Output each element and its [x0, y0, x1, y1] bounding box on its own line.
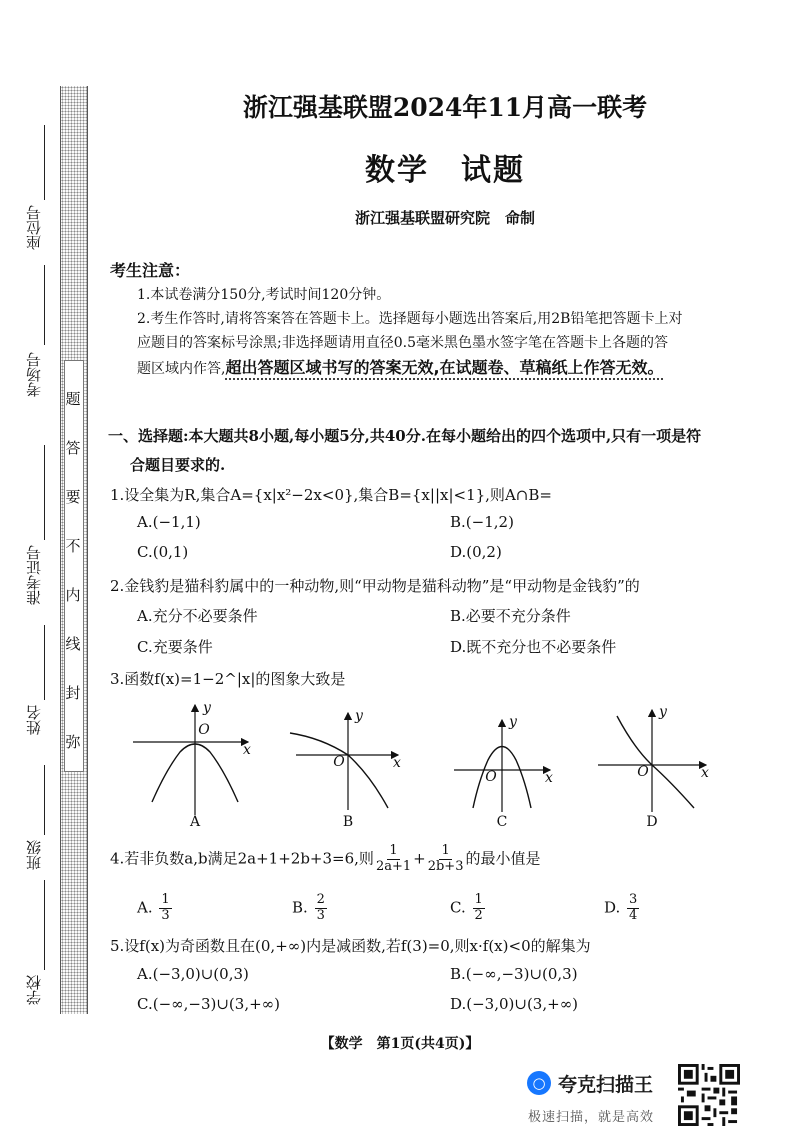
graph-a-y-label: y	[203, 700, 211, 716]
graph-c-y-label: y	[509, 714, 517, 730]
graph-b-label: B	[342, 814, 354, 830]
option-fraction	[159, 893, 171, 924]
question-4-stem-b: 的最小值是	[465, 849, 541, 868]
graph-d-label: D	[646, 814, 658, 830]
admission-number-label: 准考证号	[25, 545, 43, 605]
question-4-fraction-2	[428, 844, 464, 875]
fraction-numerator: 1	[474, 892, 483, 907]
question-5-option-a[interactable]: A.(−3,0)∪(0,3)	[137, 965, 249, 983]
seal-char: 内	[65, 586, 81, 604]
seat-number-label: 座位号	[25, 205, 43, 250]
section-heading: 一、选择题:本大题共8小题,每小题5分,共40分.在每小题给出的四个选项中,只有一项是符	[108, 427, 702, 445]
seal-char: 线	[65, 635, 81, 653]
name-label: 姓名	[25, 705, 43, 735]
class-label: 班级	[25, 840, 43, 870]
graph-a-x-label: x	[243, 742, 251, 758]
notice-line: 1.本试卷满分150分,考试时间120分钟。	[137, 287, 391, 303]
search-logo-icon: ○	[527, 1071, 551, 1095]
seal-char: 封	[65, 684, 81, 702]
question-2-stem: 2.金钱豹是猫科豹属中的一种动物,则“甲动物是猫科动物”是“甲动物是金钱豹”的	[110, 577, 640, 595]
notice-heading: 考生注意：	[110, 261, 191, 280]
question-4-option-a[interactable]	[137, 893, 174, 924]
exam-subtitle: 数学 试题	[365, 153, 525, 188]
graph-b-origin-label: O	[333, 754, 345, 770]
school-label: 学校	[25, 975, 43, 1005]
question-2-option-a[interactable]: A.充分不必要条件	[137, 607, 258, 625]
graph-d-x-label: x	[701, 765, 709, 781]
fraction-numerator: 1	[161, 892, 170, 907]
watermark-name: 夸克扫描王	[558, 1074, 654, 1096]
graph-a-label: A	[189, 814, 201, 830]
question-4-fraction-1	[376, 844, 411, 875]
question-4-option-b[interactable]	[292, 893, 329, 924]
graph-b-y-label: y	[355, 708, 363, 724]
question-1-option-a[interactable]: A.(−1,1)	[137, 513, 201, 531]
option-letter: C.	[450, 898, 466, 917]
question-3-stem: 3.函数f(x)=1−2^|x|的图象大致是	[110, 670, 346, 688]
fraction-denominator: 3	[316, 907, 325, 923]
graph-c-origin-label: O	[485, 769, 497, 785]
notice-line-text: 题区域内作答,	[137, 361, 226, 377]
question-1-stem: 1.设全集为R,集合A={x|x²−2x<0},集合B={x||x|<1},则A∩B=	[110, 486, 552, 504]
plus-sign: +	[413, 849, 426, 868]
fraction-numerator: 3	[629, 892, 638, 907]
qr-code-icon	[678, 1064, 740, 1126]
exam-room-label: 考场号	[25, 352, 43, 397]
page-footer: 【数学 第1页(共4页)】	[320, 1036, 480, 1052]
option-letter: D.	[604, 898, 621, 917]
question-2-option-c[interactable]: C.充要条件	[137, 638, 213, 656]
question-1-option-c[interactable]: C.(0,1)	[137, 543, 189, 561]
seal-char: 弥	[65, 733, 81, 751]
question-1-option-b[interactable]: B.(−1,2)	[450, 513, 514, 531]
fraction-numerator: 2	[316, 892, 325, 907]
option-letter: A.	[137, 898, 153, 917]
graph-d-curve	[617, 716, 694, 808]
graph-c-x-label: x	[545, 770, 553, 786]
graph-d-y-label: y	[659, 704, 667, 720]
graph-a-origin-label: O	[198, 722, 210, 738]
question-1-option-d[interactable]: D.(0,2)	[450, 543, 502, 561]
fraction-denominator: 3	[161, 907, 170, 923]
question-4-stem-a: 4.若非负数a,b满足2a+1+2b+3=6,则	[110, 849, 374, 868]
question-4-option-d[interactable]	[604, 893, 641, 924]
exam-title: 浙江强基联盟2024年11月高一联考	[242, 93, 648, 122]
question-5-option-d[interactable]: D.(−3,0)∪(3,+∞)	[450, 995, 579, 1013]
question-2-option-b[interactable]: B.必要不充分条件	[450, 607, 571, 625]
exam-author: 浙江强基联盟研究院 命制	[354, 209, 535, 227]
fraction-denominator: 2	[474, 907, 483, 923]
question-5-stem: 5.设f(x)为奇函数且在(0,+∞)内是减函数,若f(3)=0,则x·f(x)<0的解集为	[110, 937, 591, 955]
fraction-numerator: 1	[441, 843, 450, 858]
notice-emphasis: 超出答题区域书写的答案无效,在试题卷、草稿纸上作答无效。	[225, 358, 664, 377]
question-4-stem	[110, 844, 540, 875]
option-fraction	[473, 893, 485, 924]
graph-b-curve	[290, 733, 388, 808]
question-4-option-c[interactable]	[450, 893, 487, 924]
fraction-denominator: 2b+3	[427, 858, 464, 874]
option-letter: B.	[292, 898, 308, 917]
question-2-option-d[interactable]: D.既不充分也不必要条件	[450, 638, 617, 656]
question-5-option-b[interactable]: B.(−∞,−3)∪(0,3)	[450, 965, 578, 983]
notice-line: 应题目的答案标号涂黑;非选择题请用直径0.5毫米黑色墨水签字笔在答题卡上各题的答	[137, 335, 668, 351]
watermark-slogan: 极速扫描，就是高效	[528, 1110, 655, 1125]
seal-char: 题	[65, 390, 81, 408]
fraction-denominator: 4	[629, 907, 638, 923]
seal-char: 答	[65, 439, 81, 457]
question-5-option-c[interactable]: C.(−∞,−3)∪(3,+∞)	[137, 995, 281, 1013]
fraction-denominator: 2a+1	[375, 858, 412, 874]
notice-line: 2.考生作答时,请将答案答在答题卡上。选择题每小题选出答案后,用2B铅笔把答题卡上对	[137, 311, 683, 327]
graph-b-x-label: x	[393, 755, 401, 771]
seal-char: 不	[65, 537, 81, 555]
seal-char: 要	[65, 488, 81, 506]
option-fraction	[315, 893, 327, 924]
graph-d-origin-label: O	[637, 764, 649, 780]
graph-c-label: C	[496, 814, 508, 830]
option-fraction	[627, 893, 639, 924]
fraction-numerator: 1	[389, 843, 398, 858]
section-heading-cont: 合题目要求的.	[130, 456, 226, 474]
